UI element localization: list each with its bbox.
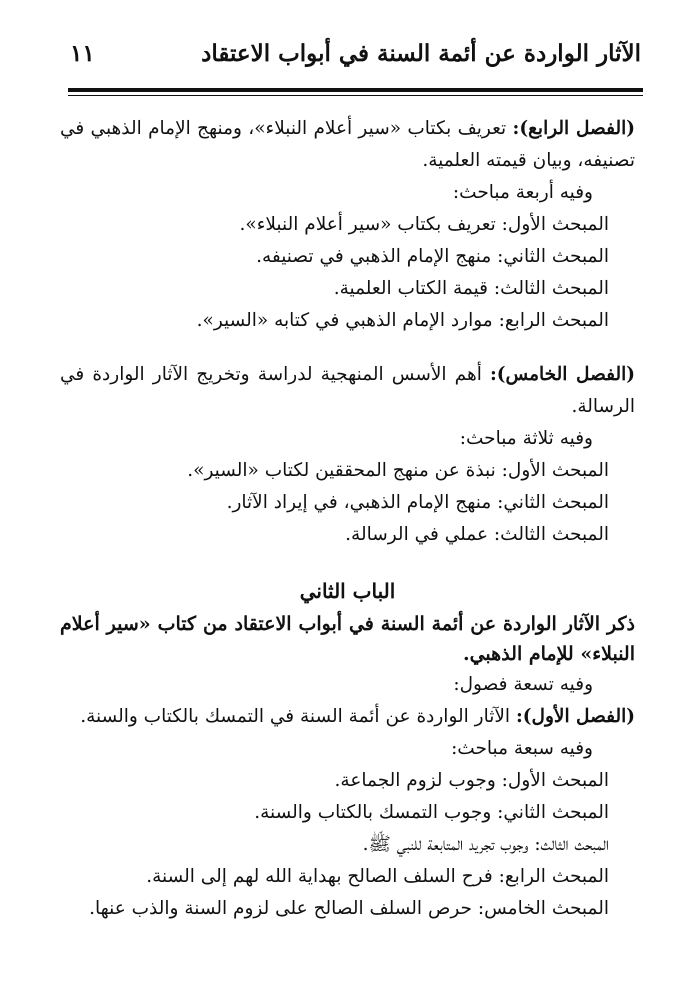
chapter-1-section-4 [60, 861, 635, 893]
section-label: المبحث الأول: [501, 770, 609, 791]
chapter-1-section-2 [60, 797, 635, 829]
section-text: عملي في الرسالة. [345, 524, 489, 545]
section-label: المبحث الثاني: [497, 802, 609, 823]
spacer [60, 551, 635, 573]
section-text: منهج الإمام الذهبي في تصنيفه. [256, 246, 492, 267]
chapter-5-section-1 [60, 455, 635, 487]
chapter-4-section-2 [60, 241, 635, 273]
chapter-1-title [60, 701, 635, 733]
chapter-1-section-3 [60, 829, 635, 861]
section-label: المبحث الثالث: [493, 278, 609, 299]
chapter-5-text: أهم الأسس المنهجية لدراسة وتخريج الآثار الواردة في الرسالة. [60, 364, 635, 417]
section-text: قيمة الكتاب العلمية. [333, 278, 489, 299]
running-title: الآثار الواردة عن أئمة السنة في أبواب الاعتقاد [201, 40, 641, 67]
chapter-1-label: (الفصل الأول): [515, 706, 635, 727]
chapter-4-section-4 [60, 305, 635, 337]
section-text: تعريف بكتاب «سير أعلام النبلاء». [239, 214, 496, 235]
part-2-intro: وفيه تسعة فصول: [453, 674, 593, 695]
part-2-heading: الباب الثاني [299, 579, 396, 603]
chapter-4-text: تعريف بكتاب «سير أعلام النبلاء»، ومنهج الإمام الذهبي في تصنيفه، وبيان قيمته العلمية. [60, 118, 635, 171]
section-text: منهج الإمام الذهبي، في إيراد الآثار. [226, 492, 492, 513]
section-label: المبحث الأول: [501, 460, 609, 481]
header-rule-thin [68, 95, 643, 96]
chapter-4-title [60, 113, 635, 177]
section-text: حرص السلف الصالح على لزوم السنة والذب عنها. [89, 898, 472, 919]
page-number: ١١ [70, 40, 95, 67]
chapter-5-section-2 [60, 487, 635, 519]
part-2-title: ذكر الآثار الواردة عن أئمة السنة في أبواب الاعتقاد من كتاب «سير أعلام النبلاء» للإمام الذهبي. [60, 613, 635, 665]
section-label: المبحث الرابع: [498, 310, 609, 331]
spacer [60, 337, 635, 359]
chapter-1-section-1 [60, 765, 635, 797]
section-text: وجوب تجريد المتابعة للنبي ﷺ. [362, 834, 529, 855]
chapter-4-label: (الفصل الرابع): [512, 118, 635, 139]
section-label: المبحث الثالث: [493, 524, 609, 545]
section-text: موارد الإمام الذهبي في كتابه «السير». [196, 310, 493, 331]
page-header [70, 40, 641, 70]
section-label: المبحث الخامس: [477, 898, 609, 919]
section-text: وجوب التمسك بالكتاب والسنة. [254, 802, 492, 823]
section-label: المبحث الثالث: [534, 834, 609, 855]
chapter-4-section-3 [60, 273, 635, 305]
chapter-1-intro: وفيه سبعة مباحث: [451, 738, 593, 759]
header-rule-thick [68, 88, 643, 92]
chapter-5-title [60, 359, 635, 423]
section-label: المبحث الثاني: [497, 246, 609, 267]
section-text: وجوب لزوم الجماعة. [334, 770, 496, 791]
section-label: المبحث الرابع: [498, 866, 609, 887]
section-text: فرح السلف الصالح بهداية الله لهم إلى السنة. [146, 866, 493, 887]
section-text: نبذة عن منهج المحققين لكتاب «السير». [187, 460, 496, 481]
chapter-4-intro: وفيه أربعة مباحث: [452, 182, 593, 203]
chapter-5-label: (الفصل الخامس): [489, 364, 635, 385]
chapter-4-section-1 [60, 209, 635, 241]
section-label: المبحث الثاني: [497, 492, 609, 513]
chapter-1-section-5 [60, 893, 635, 925]
page-body [60, 113, 635, 925]
chapter-5-section-3 [60, 519, 635, 551]
chapter-1-text: الآثار الواردة عن أئمة السنة في التمسك بالكتاب والسنة. [80, 706, 511, 727]
section-label: المبحث الأول: [501, 214, 609, 235]
chapter-5-intro: وفيه ثلاثة مباحث: [459, 428, 593, 449]
